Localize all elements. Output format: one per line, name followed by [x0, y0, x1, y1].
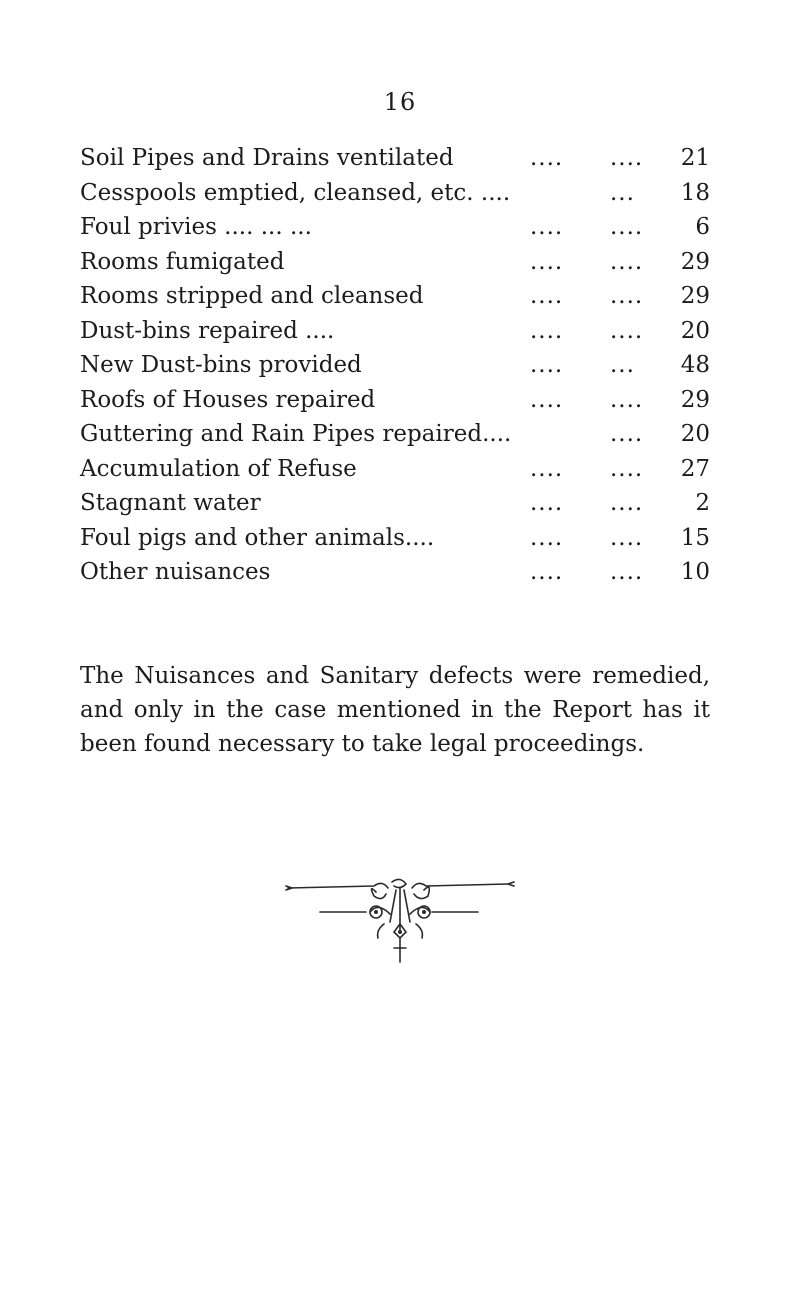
leader-dots: .... — [610, 214, 644, 240]
decorative-ornament — [282, 876, 518, 966]
table-row — [80, 314, 710, 349]
row-value: 20 — [680, 421, 710, 447]
leader-dots: .... — [610, 421, 644, 447]
row-label: Stagnant water — [80, 490, 261, 516]
leader-dots: .... — [530, 248, 564, 275]
row-label: Rooms stripped and cleansed — [80, 283, 424, 309]
table-row — [80, 555, 710, 590]
row-value: 27 — [680, 455, 710, 482]
row-label: Foul pigs and other animals.... — [80, 524, 435, 551]
leader-dots: .... — [530, 145, 564, 171]
table-row — [80, 486, 710, 521]
leader-dots: .... — [530, 490, 564, 516]
row-label: Rooms fumigated — [80, 248, 285, 275]
nuisances-table — [80, 141, 710, 590]
row-label: New Dust-bins provided — [80, 352, 362, 378]
leader-dots: .... — [530, 524, 564, 551]
leader-dots: .... — [610, 524, 644, 551]
row-value: 29 — [680, 386, 710, 413]
row-value: 18 — [680, 179, 710, 206]
leader-dots: .... — [530, 317, 564, 344]
table-row — [80, 210, 710, 245]
table-row — [80, 176, 710, 211]
row-label: Other nuisances — [80, 559, 271, 585]
row-label: Accumulation of Refuse — [80, 455, 357, 482]
leader-dots: .... — [610, 283, 644, 309]
leader-dots: .... — [610, 559, 644, 585]
row-value: 20 — [680, 317, 710, 344]
leader-dots: .... — [530, 352, 564, 378]
row-value: 6 — [695, 214, 710, 240]
leader-dots: .... — [530, 455, 564, 482]
row-value: 10 — [680, 559, 710, 585]
leader-dots: .... — [610, 145, 644, 171]
closing-paragraph: The Nuisances and Sanitary defects were remedied, and only in the case mentioned in the Report has it been found necessary to take legal proceedings. — [80, 663, 710, 757]
row-value: 29 — [680, 248, 710, 275]
table-row — [80, 348, 710, 383]
page-number: 16 — [383, 88, 417, 116]
leader-dots: .... — [530, 386, 564, 413]
leader-dots: .... — [530, 214, 564, 240]
leader-dots: .... — [530, 559, 564, 585]
row-label: Soil Pipes and Drains ventilated — [80, 145, 454, 171]
row-value: 2 — [695, 490, 710, 516]
table-row — [80, 141, 710, 176]
row-value: 48 — [680, 352, 710, 378]
table-row — [80, 417, 710, 452]
row-label: Guttering and Rain Pipes repaired.... — [80, 421, 512, 447]
leader-dots: .... — [610, 386, 644, 413]
table-row — [80, 521, 710, 556]
row-label: Foul privies .... ... ... — [80, 214, 312, 240]
row-value: 29 — [680, 283, 710, 309]
leader-dots: ... — [610, 352, 635, 378]
row-label: Cesspools emptied, cleansed, etc. .... — [80, 179, 511, 206]
leader-dots: .... — [610, 490, 644, 516]
leader-dots: .... — [610, 248, 644, 275]
table-row — [80, 279, 710, 314]
row-value: 15 — [680, 524, 710, 551]
row-value: 21 — [680, 145, 710, 171]
row-label: Roofs of Houses repaired — [80, 386, 376, 413]
leader-dots: .... — [610, 317, 644, 344]
table-row — [80, 383, 710, 418]
leader-dots: ... — [610, 179, 635, 206]
leader-dots: .... — [530, 283, 564, 309]
row-label: Dust-bins repaired .... — [80, 317, 335, 344]
table-row — [80, 452, 710, 487]
table-row — [80, 245, 710, 280]
leader-dots: .... — [610, 455, 644, 482]
